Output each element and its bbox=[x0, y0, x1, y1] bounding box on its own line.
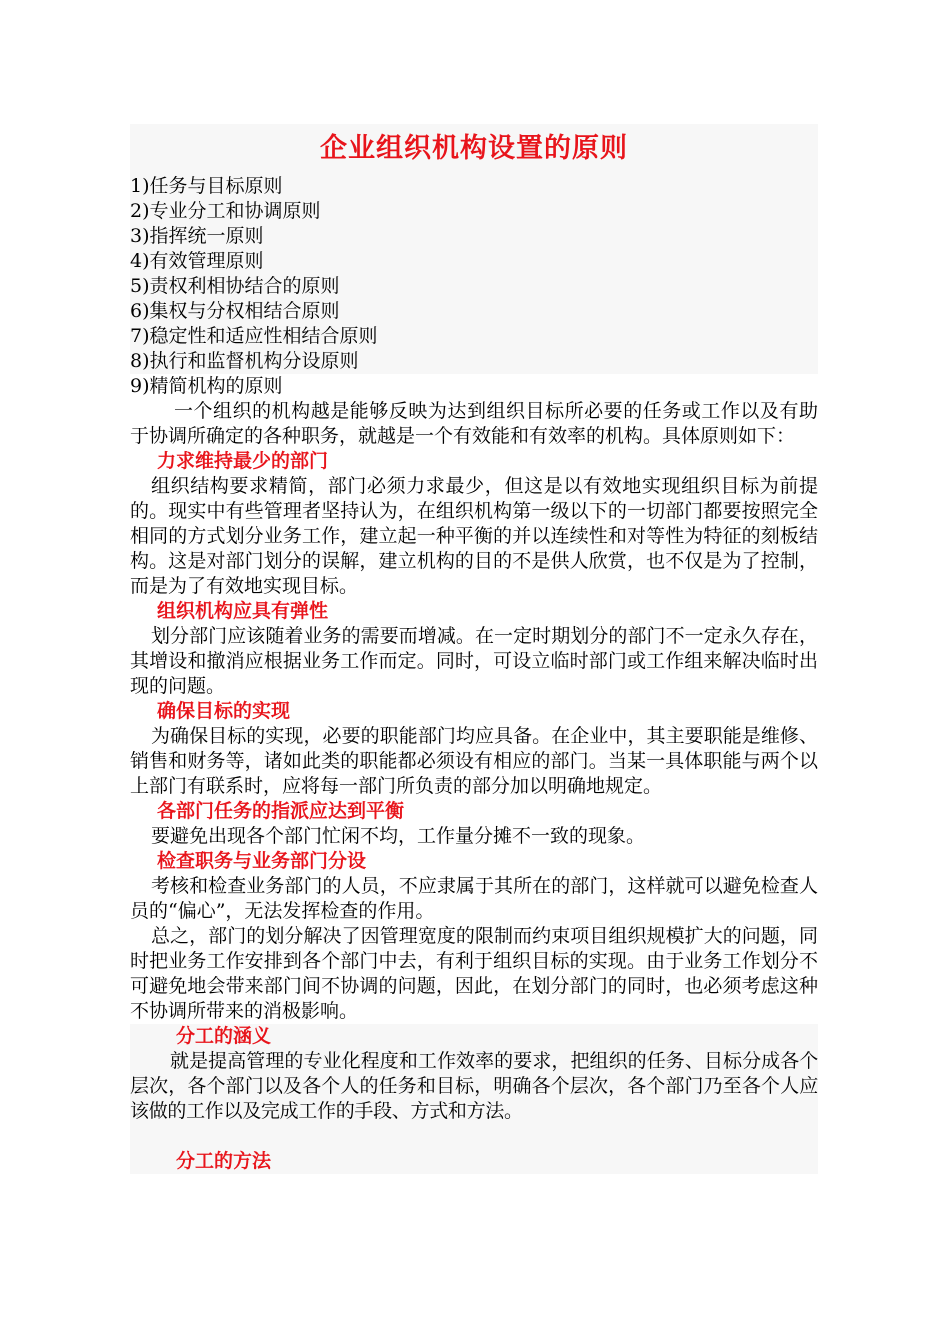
page-title: 企业组织机构设置的原则 bbox=[320, 133, 628, 164]
section-body: 划分部门应该随着业务的需要而增减。在一定时期划分的部门不一定永久存在，其增设和撤消应根据业务工作而定。同时，可设立临时部门或工作组来解决临时出现的问题。 bbox=[130, 625, 818, 697]
section-heading: 检查职务与业务部门分设 bbox=[157, 850, 367, 872]
principles-list bbox=[130, 174, 818, 374]
section-heading: 组织机构应具有弹性 bbox=[157, 600, 329, 622]
title-band bbox=[130, 124, 818, 174]
principle-item: 4)有效管理原则 bbox=[130, 250, 264, 272]
section-body: 组织结构要求精简，部门必须力求最少，但这是以有效地实现组织目标为前提的。现实中有些管理者坚持认为，在组织机构第一级以下的一切部门都要按照完全相同的方式划分业务工作，建立起一种平衡的并以连续性和对等性为特征的刻板结构。这是对部门划分的误解，建立机构的目的不是供人欣赏，也不仅是为了控制，而是为了有效地实现目标。 bbox=[130, 475, 818, 597]
principle-item: 7)稳定性和适应性相结合原则 bbox=[130, 325, 378, 347]
principle-item: 9)精简机构的原则 bbox=[130, 375, 283, 397]
section-body: 为确保目标的实现，必要的职能部门均应具备。在企业中，其主要职能是维修、销售和财务等，诸如此类的职能都必须设有相应的部门。当某一具体职能与两个以上部门有联系时，应将每一部门所负责的部分加以明确地规定。 bbox=[130, 725, 818, 797]
section-body: 考核和检查业务部门的人员，不应隶属于其所在的部门，这样就可以避免检查人员的“偏心”，无法发挥检查的作用。 bbox=[130, 875, 818, 922]
section-heading: 力求维持最少的部门 bbox=[157, 450, 329, 472]
division-method-heading: 分工的方法 bbox=[176, 1150, 272, 1172]
principle-item: 5)责权利相协结合的原则 bbox=[130, 275, 340, 297]
division-band bbox=[130, 1024, 818, 1174]
principle-item: 2)专业分工和协调原则 bbox=[130, 200, 321, 222]
document-body bbox=[130, 124, 818, 1174]
principle-item: 6)集权与分权相结合原则 bbox=[130, 300, 340, 322]
division-meaning-heading: 分工的涵义 bbox=[176, 1025, 272, 1047]
principle-item: 1)任务与目标原则 bbox=[130, 175, 283, 197]
section-heading: 确保目标的实现 bbox=[157, 700, 291, 722]
section-heading: 各部门任务的指派应达到平衡 bbox=[157, 800, 405, 822]
intro-paragraph: 一个组织的机构越是能够反映为达到组织目标所必要的任务或工作以及有助于协调所确定的各种职务，就越是一个有效能和有效率的机构。具体原则如下： bbox=[130, 400, 818, 447]
principle-item: 3)指挥统一原则 bbox=[130, 225, 264, 247]
principle-item: 8)执行和监督机构分设原则 bbox=[130, 350, 359, 372]
section-body: 要避免出现各个部门忙闲不均，工作量分摊不一致的现象。 bbox=[151, 825, 646, 847]
division-meaning-body: 就是提高管理的专业化程度和工作效率的要求，把组织的任务、目标分成各个层次，各个部门以及各个人的任务和目标，明确各个层次，各个部门乃至各个人应该做的工作以及完成工作的手段、方式和方法。 bbox=[130, 1050, 818, 1122]
summary-paragraph: 总之，部门的划分解决了因管理宽度的限制而约束项目组织规模扩大的问题，同时把业务工作安排到各个部门中去，有利于组织目标的实现。由于业务工作划分不可避免地会带来部门间不协调的问题，因此，在划分部门的同时，也必须考虑这种不协调所带来的消极影响。 bbox=[130, 925, 818, 1022]
blank-line bbox=[130, 1124, 818, 1149]
